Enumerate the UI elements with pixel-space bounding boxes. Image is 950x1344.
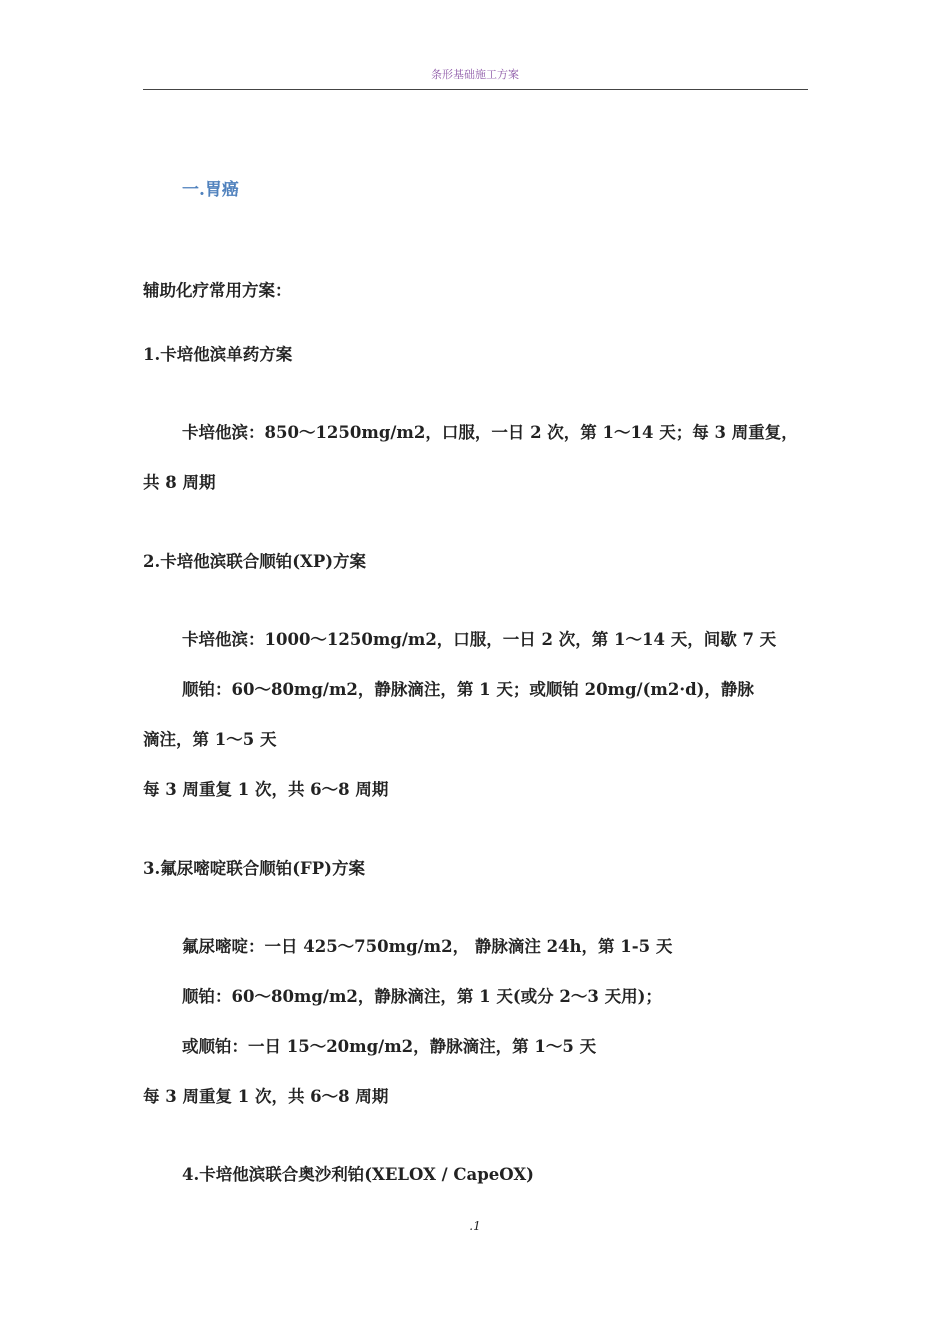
regimen-3-line-3: 或顺铂：一日 15～20mg/m2，静脉滴注，第 1～5 天 — [182, 1037, 597, 1056]
regimen-1-title: 1.卡培他滨单药方案 — [143, 345, 293, 364]
regimen-3-line-1: 氟尿嘧啶：一日 425～750mg/m2， 静脉滴注 24h，第 1-5 天 — [182, 937, 673, 956]
page-number: .1 — [469, 1219, 481, 1233]
regimen-3-title: 3.氟尿嘧啶联合顺铂(FP)方案 — [143, 859, 365, 878]
regimen-2-title: 2.卡培他滨联合顺铂(XP)方案 — [143, 552, 367, 571]
page-header-title: 条形基础施工方案 — [431, 68, 519, 81]
intro-text: 辅助化疗常用方案： — [143, 281, 292, 300]
regimen-2-line-4: 每 3 周重复 1 次，共 6～8 周期 — [143, 780, 389, 799]
regimen-2-line-2: 顺铂：60～80mg/m2，静脉滴注，第 1 天；或顺铂 20mg/(m2·d)，静脉 — [182, 680, 754, 699]
regimen-1-line-1: 卡培他滨：850～1250mg/m2，口服，一日 2 次，第 1～14 天；每 3 周重复， — [182, 423, 798, 442]
regimen-3-line-4: 每 3 周重复 1 次，共 6～8 周期 — [143, 1087, 389, 1106]
regimen-4-title: 4.卡培他滨联合奥沙利铂(XELOX / CapeOX) — [182, 1165, 534, 1184]
header-divider — [143, 89, 808, 90]
section-heading: 一.胃癌 — [182, 180, 239, 200]
regimen-2-line-1: 卡培他滨：1000～1250mg/m2，口服，一日 2 次，第 1～14 天，间歇 7 天 — [182, 630, 777, 649]
regimen-2-line-3: 滴注，第 1～5 天 — [143, 730, 277, 749]
regimen-3-line-2: 顺铂：60～80mg/m2，静脉滴注，第 1 天(或分 2～3 天用)； — [182, 987, 662, 1006]
regimen-1-line-2: 共 8 周期 — [143, 473, 216, 492]
